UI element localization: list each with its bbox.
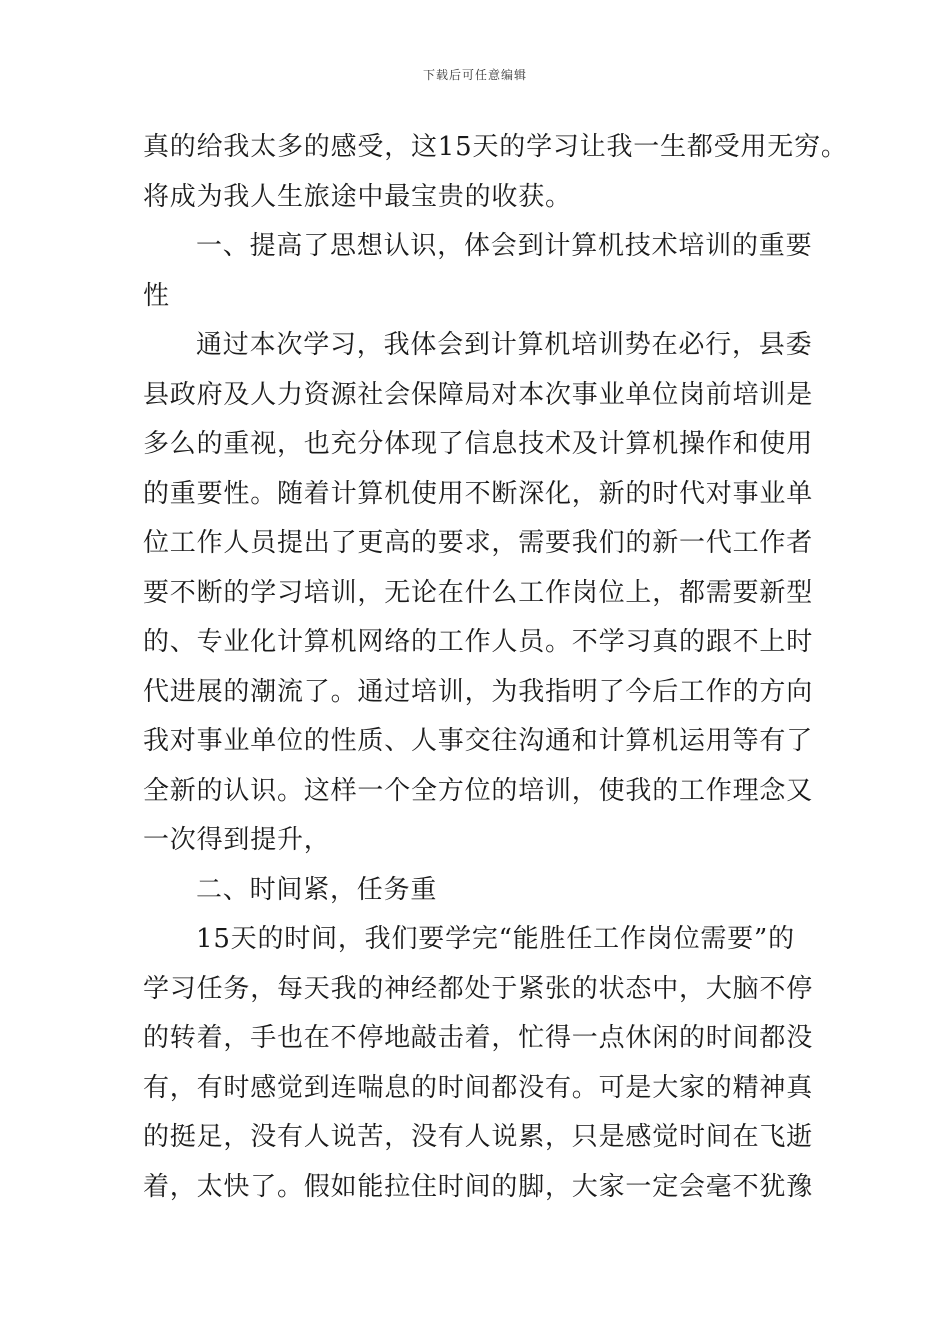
text-line: 真的给我太多的感受，这15天的学习让我一生都受用无穷。 [143, 132, 848, 162]
text-line: 的重要性。随着计算机使用不断深化，新的时代对事业单 [143, 478, 814, 509]
text-line: 全新的认识。这样一个全方位的培训，使我的工作理念又 [143, 775, 814, 806]
text-line: 要不断的学习培训，无论在什么工作岗位上，都需要新型 [143, 577, 814, 608]
text-line: 一次得到提升， [143, 825, 331, 855]
text-line: 着，太快了。假如能拉住时间的脚，大家一定会毫不犹豫 [143, 1171, 814, 1202]
text-line: 的挺足，没有人说苦，没有人说累，只是感觉时间在飞逝 [143, 1122, 814, 1152]
page-header: 下载后可任意编辑 [422, 68, 527, 82]
document-body [143, 123, 848, 1212]
text-line: 代进展的潮流了。通过培训，为我指明了今后工作的方向 [143, 676, 814, 707]
text-line: 的、专业化计算机网络的工作人员。不学习真的跟不上时 [143, 627, 814, 657]
paragraph-start: 15天的时间，我们要学完“能胜任工作岗位需要”的 [196, 924, 795, 954]
text-line: 的转着，手也在不停地敲击着，忙得一点休闲的时间都没 [143, 1023, 814, 1053]
text-line: 多么的重视，也充分体现了信息技术及计算机操作和使用 [143, 429, 814, 459]
text-line: 有，有时感觉到连喘息的时间都没有。可是大家的精神真 [143, 1072, 814, 1103]
text-line: 位工作人员提出了更高的要求，需要我们的新一代工作者 [143, 528, 814, 558]
text-line: 县政府及人力资源社会保障局对本次事业单位岗前培训是 [143, 379, 814, 410]
text-line: 学习任务，每天我的神经都处于紧张的状态中，大脑不停 [143, 973, 814, 1004]
text-line: 我对事业单位的性质、人事交往沟通和计算机运用等有了 [143, 726, 814, 756]
section-heading-1-continued: 性 [143, 280, 170, 311]
paragraph-start: 通过本次学习，我体会到计算机培训势在必行，县委 [196, 330, 813, 360]
section-heading-2: 二、时间紧，任务重 [196, 874, 438, 905]
section-heading-1: 一、提高了思想认识，体会到计算机技术培训的重要 [196, 231, 813, 261]
text-line: 将成为我人生旅途中最宝贵的收获。 [143, 181, 572, 212]
